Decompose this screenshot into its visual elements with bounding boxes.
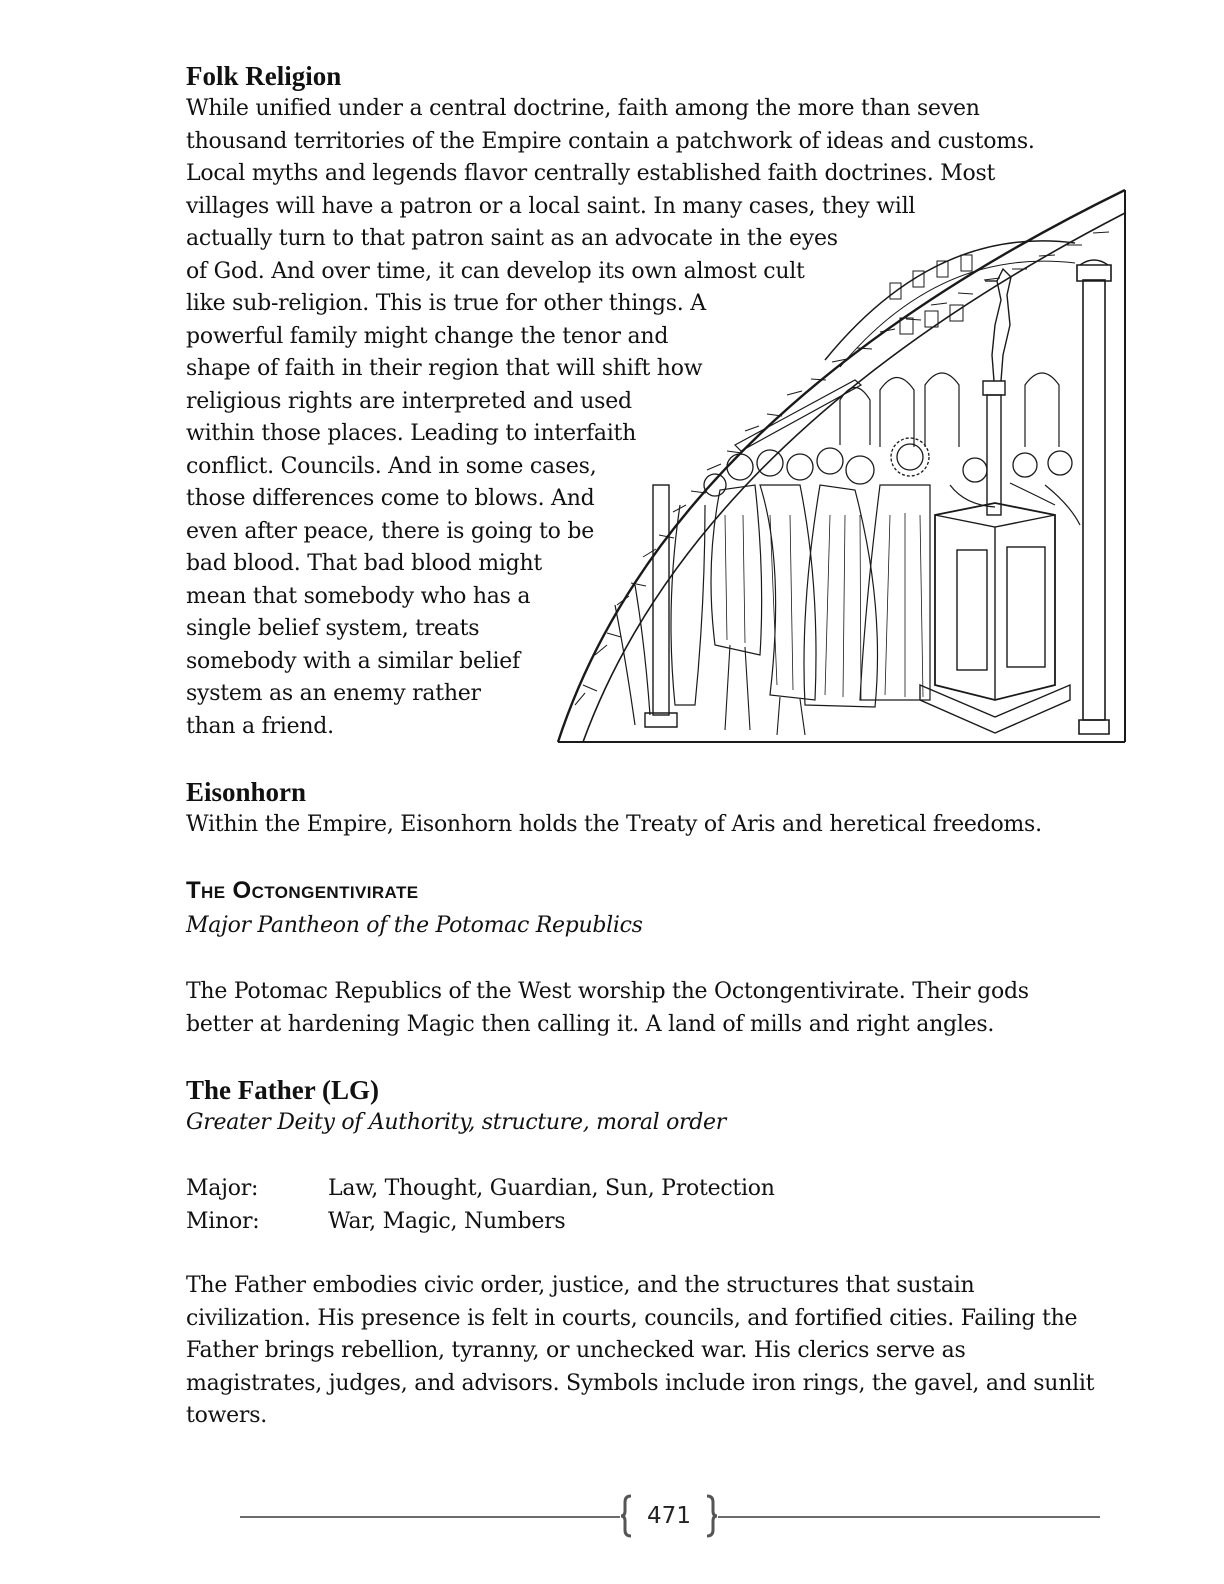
folk-religion-line: single belief system, treats (186, 616, 480, 641)
right-brace-icon (704, 1494, 718, 1538)
the-father-line: The Father embodies civic order, justice, and the structures that sustain (186, 1273, 975, 1298)
left-brace-icon (620, 1494, 634, 1538)
the-father-line: magistrates, judges, and advisors. Symbols include iron rings, the gavel, and sunlit (186, 1370, 1095, 1396)
octongentivirate-line: The Potomac Republics of the West worship the Octongentivirate. Their gods (186, 979, 1029, 1004)
footer-rule-right (718, 1516, 1100, 1518)
folk-religion-line: shape of faith in their region that will shift how (186, 356, 703, 381)
folk-religion-line: of God. And over time, it can develop its own almost cult (186, 258, 805, 284)
folk-religion-line: Local myths and legends flavor centrally established faith doctrines. Most (186, 161, 996, 186)
eisonhorn-heading: Eisonhorn (186, 777, 307, 807)
folk-religion-line: villages will have a patron or a local saint. In many cases, they will (186, 193, 916, 219)
sphere-value: Law, Thought, Guardian, Sun, Protection (328, 1176, 775, 1201)
folk-religion-line: within those places. Leading to interfaith (186, 421, 637, 446)
sphere-row-major (186, 1173, 775, 1206)
folk-religion-line: bad blood. That bad blood might (186, 551, 542, 576)
the-father-line: Father brings rebellion, tyranny, or unchecked war. His clerics serve as (186, 1338, 966, 1363)
folk-religion-line: actually turn to that patron saint as an advocate in the eyes (186, 226, 838, 251)
eisonhorn-text: Within the Empire, Eisonhorn holds the Treaty of Aris and heretical freedoms. (186, 812, 1042, 837)
folk-religion-line: even after peace, there is going to be (186, 518, 594, 544)
folk-religion-line: thousand territories of the Empire contain a patchwork of ideas and customs. (186, 128, 1035, 154)
folk-religion-line: like sub-religion. This is true for other things. A (186, 291, 706, 316)
octongentivirate-line: better at hardening Magic then calling it. A land of mills and right angles. (186, 1011, 995, 1037)
folk-religion-line: than a friend. (186, 713, 334, 739)
folk-religion-line: religious rights are interpreted and used (186, 388, 632, 414)
folk-religion-line: system as an enemy rather (186, 681, 481, 706)
spheres-table (186, 1173, 775, 1238)
folk-religion-line: powerful family might change the tenor and (186, 323, 669, 349)
octongentivirate-subtitle: Major Pantheon of the Potomac Republics (186, 913, 643, 938)
the-father-heading: The Father (LG) (186, 1075, 379, 1105)
folk-religion-line: While unified under a central doctrine, faith among the more than seven (186, 96, 980, 121)
folk-religion-heading: Folk Religion (186, 61, 342, 91)
the-father-subtitle: Greater Deity of Authority, structure, moral order (186, 1110, 726, 1135)
the-father-line: towers. (186, 1403, 267, 1428)
octongentivirate-title: The Octongentivirate (186, 877, 419, 904)
sphere-label: Major: (186, 1176, 259, 1201)
rotunda-illustration (555, 185, 1130, 750)
folk-religion-line: conflict. Councils. And in some cases, (186, 453, 597, 479)
sphere-label: Minor: (186, 1208, 260, 1234)
sphere-value: War, Magic, Numbers (328, 1208, 566, 1234)
the-father-line: civilization. His presence is felt in courts, councils, and fortified cities. Failing the (186, 1305, 1078, 1331)
folk-religion-line: somebody with a similar belief (186, 648, 520, 674)
page-number: 471 (647, 1503, 691, 1529)
folk-religion-line: those differences come to blows. And (186, 486, 595, 511)
page-number-box (620, 1494, 718, 1538)
footer-rule-left (240, 1516, 620, 1518)
sphere-row-minor (186, 1206, 775, 1239)
folk-religion-line: mean that somebody who has a (186, 583, 531, 609)
